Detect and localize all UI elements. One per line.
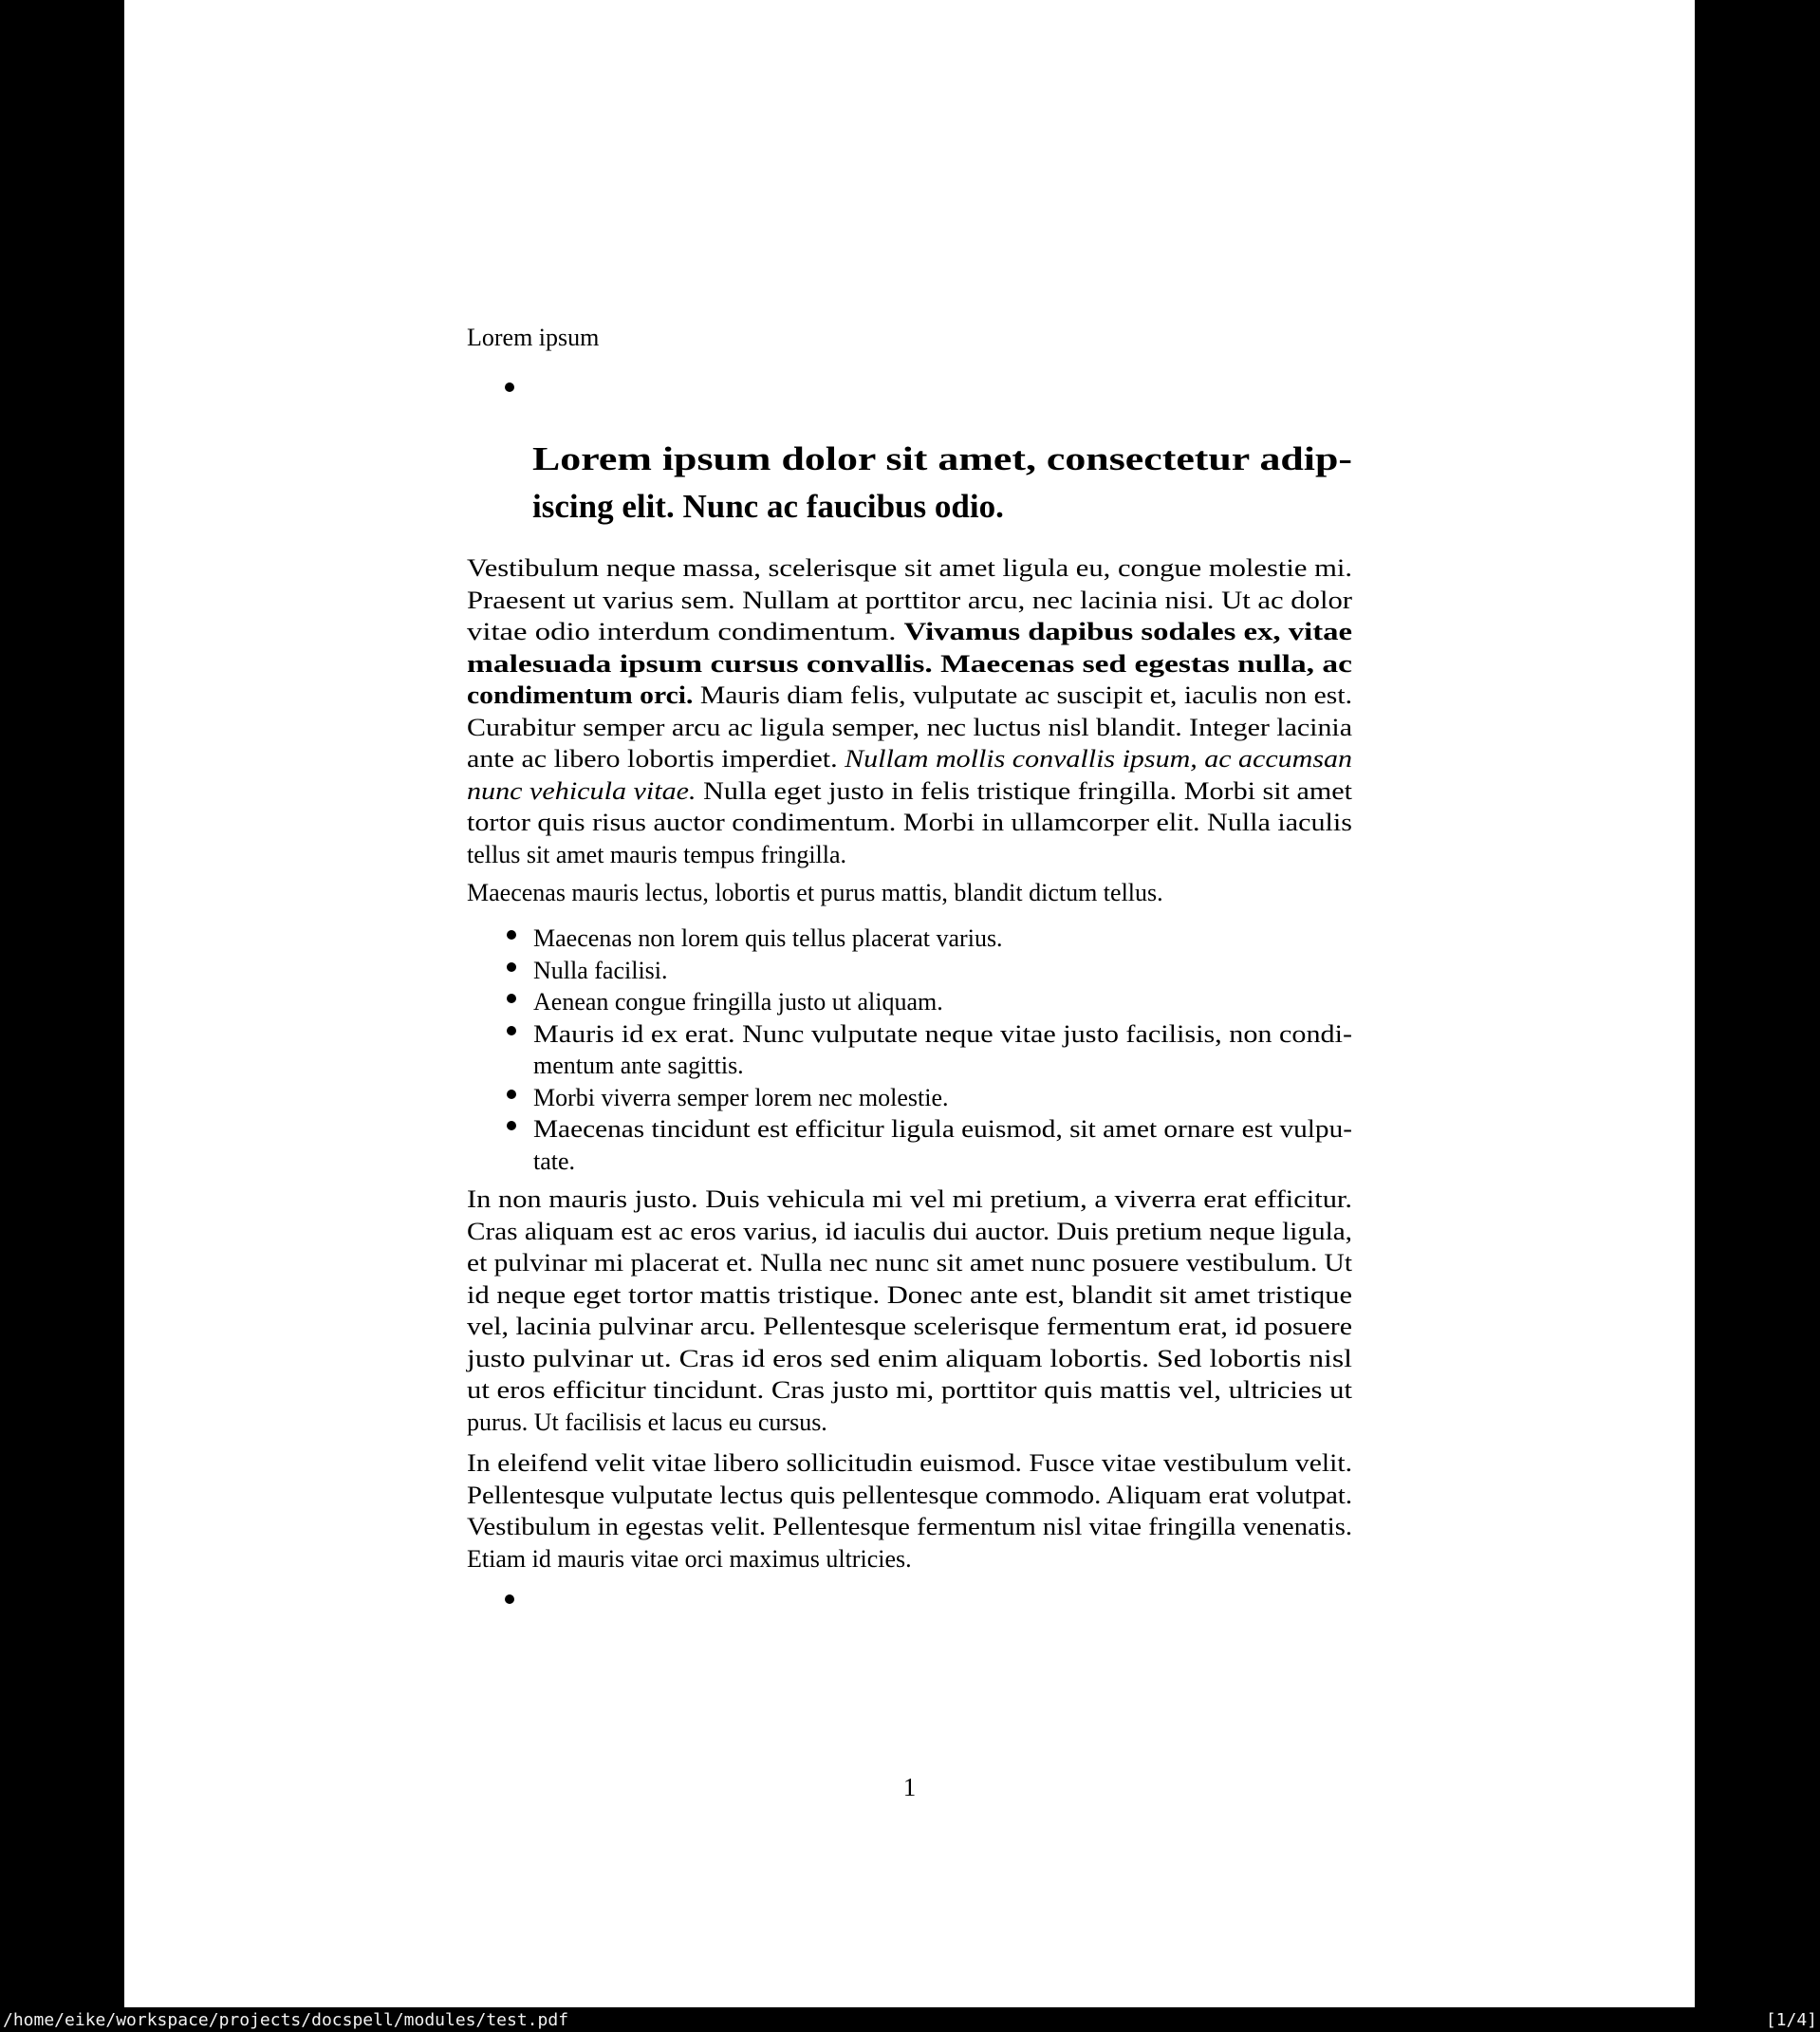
text-line: [467, 1445, 1352, 1478]
text-line: [467, 646, 1352, 679]
svg-text:tortor quis risus auctor condi: tortor quis risus auctor condimentum. Morbi in ullamcorper elit. Nulla iaculis: [467, 809, 1352, 836]
svg-text:Curabitur semper arcu ac ligul: Curabitur semper arcu ac ligula semper, nec luctus nisl blandit. Integer lacinia: [467, 713, 1353, 741]
bullet-icon: [507, 1090, 516, 1099]
text-line: [467, 1214, 1352, 1246]
svg-text:Cras aliquam est ac eros variu: Cras aliquam est ac eros varius, id iaculis dui auctor. Duis pretium neque ligula,: [467, 1217, 1352, 1245]
text-line: [467, 583, 1352, 615]
text-line: [467, 550, 1352, 583]
svg-text:et pulvinar mi placerat et. Nu: et pulvinar mi placerat et. Nulla nec nunc sit amet nunc posuere vestibulum. Ut: [467, 1249, 1353, 1277]
svg-text:Pellentesque vulputate lectus: Pellentesque vulputate lectus quis pellentesque commodo. Aliquam erat volutpat.: [467, 1481, 1352, 1509]
text-line: [467, 921, 1352, 953]
svg-text:Lorem ipsum dolor sit amet, co: Lorem ipsum dolor sit amet, consectetur adip-: [532, 440, 1352, 477]
status-bar: [0, 2007, 1820, 2032]
svg-text:In eleifend velit vitae libero: In eleifend velit vitae libero sollicitudin euismod. Fusce vitae vestibulum velit.: [467, 1449, 1352, 1477]
text-line: [467, 1048, 1352, 1080]
svg-text:malesuada ipsum cursus convall: malesuada ipsum cursus convallis. Maecenas sed egestas nulla, ac: [467, 649, 1352, 678]
text-line: [467, 1080, 1352, 1112]
status-page-indicator: [1/4]: [1765, 2009, 1817, 2030]
section-heading: [532, 434, 1352, 529]
text-line: [467, 875, 1352, 907]
paragraph-1: [467, 550, 1352, 868]
text-line: [532, 434, 1352, 481]
svg-text:purus. Ut facilisis et lacus e: purus. Ut facilisis et lacus eu cursus.: [467, 1407, 827, 1436]
svg-text:Nulla facilisi.: Nulla facilisi.: [533, 956, 668, 984]
bullet-icon: [507, 1026, 516, 1035]
text-column: [467, 0, 1352, 2007]
text-line: [467, 953, 1352, 985]
text-line: [467, 1182, 1352, 1214]
text-line: [467, 1111, 1352, 1144]
text-line: [467, 1405, 1352, 1437]
text-line: [467, 774, 1352, 806]
svg-text:ut eros efficitur tincidunt. C: ut eros efficitur tincidunt. Cras justo mi, porttitor quis mattis vel, ultricies ut: [467, 1376, 1353, 1404]
svg-text:tellus sit amet mauris tempus: tellus sit amet mauris tempus fringilla.: [467, 840, 847, 868]
text-line: [467, 837, 1352, 869]
text-line: [467, 1277, 1352, 1310]
svg-text:Vestibulum neque massa, sceler: Vestibulum neque massa, scelerisque sit amet ligula eu, congue molestie mi.: [467, 554, 1352, 582]
text-line: [467, 1144, 1352, 1176]
svg-text:condimentum orci. Mauris diam: condimentum orci. Mauris diam felis, vulputate ac suscipit et, iaculis non est.: [467, 681, 1352, 709]
svg-text:ante ac libero lobortis imperd: ante ac libero lobortis imperdiet. Nullam mollis convallis ipsum, ac accumsan: [467, 745, 1352, 773]
empty-bullet-icon: [505, 382, 514, 392]
text-line: [467, 1016, 1352, 1049]
text-line: [467, 678, 1352, 710]
svg-text:vitae odio interdum condimentu: vitae odio interdum condimentum. Vivamus dapibus sodales ex, vitae: [467, 618, 1352, 645]
text-line: [467, 1509, 1352, 1541]
text-line: [467, 1478, 1352, 1510]
paragraph-3: [467, 1182, 1352, 1436]
svg-text:mentum ante sagittis.: mentum ante sagittis.: [533, 1052, 744, 1079]
svg-text:Morbi viverra semper lorem nec: Morbi viverra semper lorem nec molestie.: [533, 1083, 949, 1111]
text-line: [467, 741, 1352, 774]
intro-paragraph: [467, 320, 1352, 352]
paragraph-2: [467, 875, 1352, 907]
text-line: [467, 984, 1352, 1016]
svg-text:Praesent ut varius sem. Nullam: Praesent ut varius sem. Nullam at porttitor arcu, nec lacinia nisi. Ut ac dolor: [467, 586, 1353, 614]
text-line: [467, 1341, 1352, 1373]
svg-text:Mauris id ex erat. Nunc vulput: Mauris id ex erat. Nunc vulputate neque vitae justo facilisis, non condi-: [533, 1019, 1352, 1048]
bullet-icon: [507, 930, 516, 940]
svg-text:Maecenas non lorem quis tellus: Maecenas non lorem quis tellus placerat varius.: [533, 924, 1003, 952]
document-page[interactable]: [124, 0, 1695, 2007]
svg-text:nunc vehicula vitae. Nulla ege: nunc vehicula vitae. Nulla eget justo in felis tristique fringilla. Morbi sit amet: [467, 776, 1353, 805]
svg-text:tate.: tate.: [533, 1146, 576, 1175]
text-line: [467, 1245, 1352, 1277]
bullet-icon: [507, 994, 516, 1003]
svg-text:Maecenas mauris lectus, lobort: Maecenas mauris lectus, lobortis et purus mattis, blandit dictum tellus.: [467, 879, 1163, 906]
status-file-path: /home/eike/workspace/projects/docspell/modules/test.pdf: [3, 2009, 569, 2030]
empty-bullet-icon: [505, 1594, 514, 1604]
text-line: [467, 1541, 1352, 1574]
text-line: [467, 1372, 1352, 1405]
paragraph-4: [467, 1445, 1352, 1573]
text-line: [467, 1309, 1352, 1341]
svg-text:Lorem ipsum: Lorem ipsum: [467, 324, 600, 351]
text-line: [532, 481, 1352, 529]
text-line: [467, 805, 1352, 837]
bullet-list: [467, 921, 1352, 1175]
svg-text:Vestibulum in egestas velit. P: Vestibulum in egestas velit. Pellentesque fermentum nisl vitae fringilla venenatis.: [467, 1513, 1352, 1540]
svg-text:justo pulvinar ut. Cras id ero: justo pulvinar ut. Cras id eros sed enim aliquam lobortis. Sed lobortis nisl: [465, 1344, 1352, 1372]
text-line: [467, 320, 1352, 352]
svg-text:In non mauris justo. Duis vehi: In non mauris justo. Duis vehicula mi vel mi pretium, a viverra erat efficitur.: [467, 1185, 1352, 1213]
svg-text:iscing elit. Nunc ac faucibus: iscing elit. Nunc ac faucibus odio.: [532, 488, 1004, 525]
svg-text:vel, lacinia pulvinar arcu. Pe: vel, lacinia pulvinar arcu. Pellentesque scelerisque fermentum erat, id posuere: [467, 1313, 1352, 1340]
text-line: [467, 614, 1352, 646]
bullet-icon: [507, 1121, 516, 1130]
svg-text:Etiam id mauris vitae orci max: Etiam id mauris vitae orci maximus ultricies.: [467, 1544, 912, 1573]
text-line: [467, 710, 1352, 742]
bullet-icon: [507, 962, 516, 972]
svg-text:id neque eget tortor mattis tr: id neque eget tortor mattis tristique. Donec ante est, blandit sit amet tristique: [467, 1280, 1352, 1309]
svg-text:Aenean congue fringilla justo: Aenean congue fringilla justo ut aliquam.: [533, 988, 943, 1016]
svg-text:Maecenas tincidunt est efficit: Maecenas tincidunt est efficitur ligula euismod, sit amet ornare est vulpu-: [533, 1115, 1352, 1143]
page-number: 1: [902, 1773, 917, 1801]
